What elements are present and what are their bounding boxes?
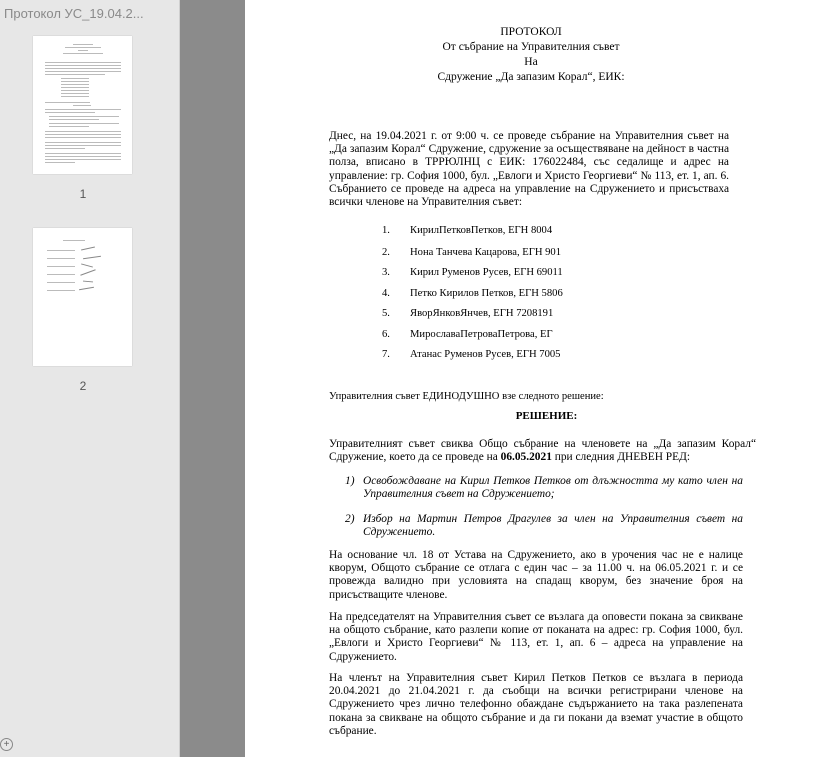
member-item: 6. МирославаПетроваПетрова, ЕГ	[382, 329, 553, 340]
thumbnail-sidebar	[0, 0, 180, 757]
page-thumbnail-1[interactable]	[33, 36, 132, 174]
agenda-item: 1) Освобождаване на Кирил Петков Петков от длъжността му като член на Управителния съвет на Сдружението;	[345, 475, 743, 501]
unanimous-line: Управителния съвет ЕДИНОДУШНО взе следното решение:	[329, 391, 604, 402]
plus-circle-icon[interactable]: +	[0, 738, 13, 751]
page-number-1: 1	[79, 187, 87, 201]
member-item: 2. Нона Танчева Кацарова, ЕГН 901	[382, 247, 562, 258]
decision-heading: РЕШЕНИЕ:	[515, 410, 578, 422]
page-gutter	[180, 0, 245, 757]
protocol-subtitle: От събрание на Управителния съвет	[442, 41, 620, 53]
protocol-on: На	[524, 56, 538, 68]
chairman-paragraph: На председателят на Управителния съвет се възлага да оповести покана за свикване на общото събрание, като разлепи копие от поканата на адрес: гр. София 1000, бул. „Евлоги и Христо Георгиеви“ № 113, ет. 1, ап. 6 – адреса на управление на Сдружението.	[329, 611, 743, 663]
agenda-item: 2) Избор на Мартин Петров Драгулев за член на Управителния съвет на Сдружението.	[345, 513, 743, 539]
quorum-paragraph: На основание чл. 18 от Устава на Сдружението, ако в урочения час не е налице кворум, Общото събрание се отлага с един час – за 11.00 ч. на 06.05.2021 г. и се провежда валидно при условията на спадащ кворум, без значение броя на присъстващите членове.	[329, 549, 743, 601]
page-number-2: 2	[79, 379, 87, 393]
member-item: 7. Атанас Руменов Русев, ЕГН 7005	[382, 349, 561, 360]
document-page	[245, 0, 820, 757]
member-item: 5. ЯворЯнковЯнчев, ЕГН 7208191	[382, 308, 554, 319]
document-title: Протокол УС_19.04.2...	[4, 6, 144, 21]
page-thumbnail-2[interactable]	[33, 228, 132, 366]
member-item: 4. Петко Кирилов Петков, ЕГН 5806	[382, 288, 563, 299]
protocol-title: ПРОТОКОЛ	[500, 26, 562, 38]
member-item: 3. Кирил Руменов Русев, ЕГН 69011	[382, 267, 563, 278]
intro-paragraph: Днес, на 19.04.2021 г. от 9:00 ч. се проведе събрание на Управителния съвет на „Да запазим Корал“ Сдружение, сдружение за осъществяване на дейност в частна полза, вписано в ТРРЮЛНЦ с ЕИК: 176022484, със седалище и адрес на управление: гр. София 1000, бул. „Евлоги и Христо Георгиеви“ № 113, ет. 1, ап. 6. Събранието се проведе на адреса на управление на Сдружението и присъстваха всички членове на Управителния съвет:	[329, 130, 729, 209]
protocol-organization: Сдружение „Да запазим Корал“, ЕИК:	[437, 71, 625, 83]
convene-paragraph: Управителният съвет свиква Общо събрание на членовете на „Да запазим Корал“ Сдружение, което да се проведе на 06.05.2021 при следния ДНЕВЕН РЕД:	[329, 438, 756, 464]
member-paragraph: На членът на Управителния съвет Кирил Петков Петков се възлага в периода 20.04.2021 до 21.04.2021 г. да съобщи на всички регистрирани членове на Сдружението чрез лично телефонно обаждане съдържанието на така разлепената покана за свикване на общото събрание и да ги покани да вземат участие в общото събрание.	[329, 672, 743, 737]
member-item: 1. КирилПетковПетков, ЕГН 8004	[382, 225, 553, 236]
